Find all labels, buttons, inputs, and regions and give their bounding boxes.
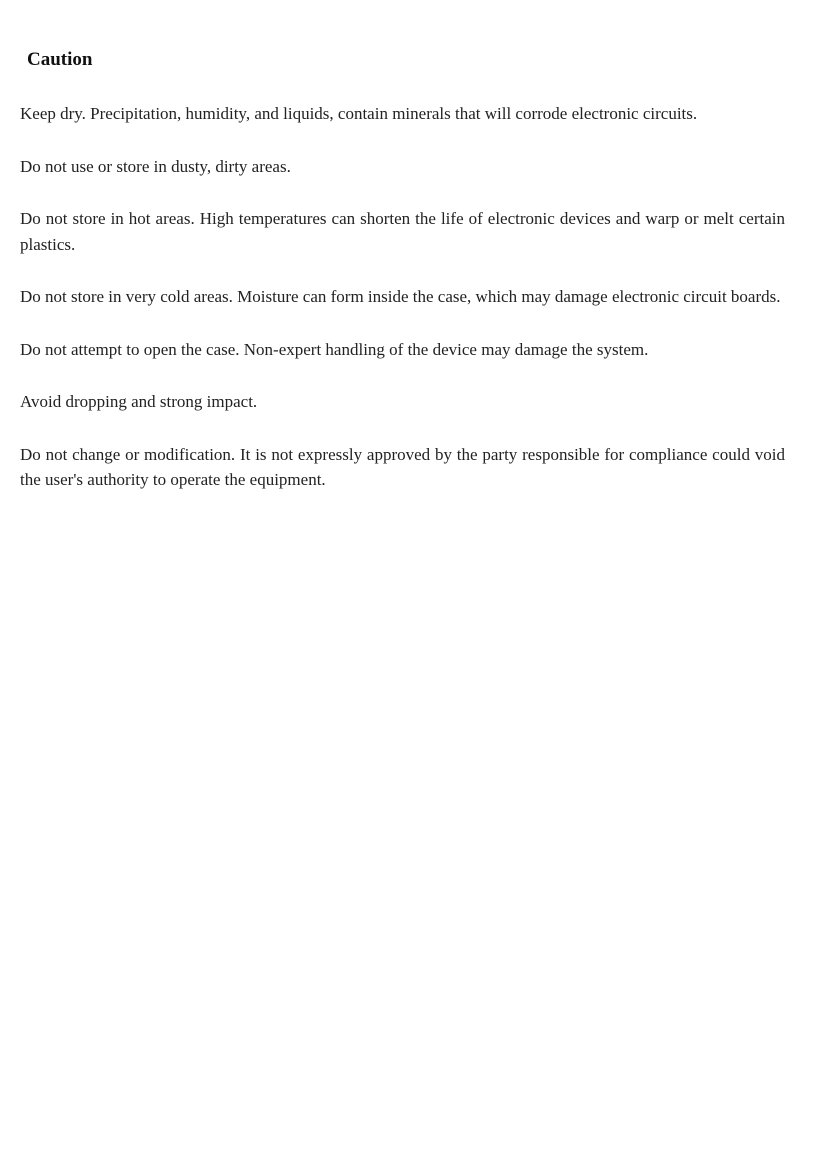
caution-paragraph-dusty-areas: Do not use or store in dusty, dirty areas.	[20, 156, 291, 176]
caution-paragraph-keep-dry: Keep dry. Precipitation, humidity, and liquids, contain minerals that will corrode electronic circuits.	[20, 104, 698, 123]
caution-paragraph-dropping: Avoid dropping and strong impact.	[20, 392, 258, 411]
caution-paragraph-hot-areas: Do not store in hot areas. High temperatures can shorten the life of electronic devices and warp or melt certain plastics.	[20, 209, 785, 254]
page-title: Caution	[27, 49, 93, 70]
caution-paragraph-modification: Do not change or modification. It is not expressly approved by the party responsible for compliance could void the user's authority to operate the equipment.	[20, 444, 785, 489]
caution-paragraph-open-case: Do not attempt to open the case. Non-expert handling of the device may damage the system.	[20, 339, 649, 359]
caution-list	[20, 101, 785, 520]
caution-paragraph-cold-areas: Do not store in very cold areas. Moisture can form inside the case, which may damage electronic circuit boards.	[20, 287, 781, 306]
